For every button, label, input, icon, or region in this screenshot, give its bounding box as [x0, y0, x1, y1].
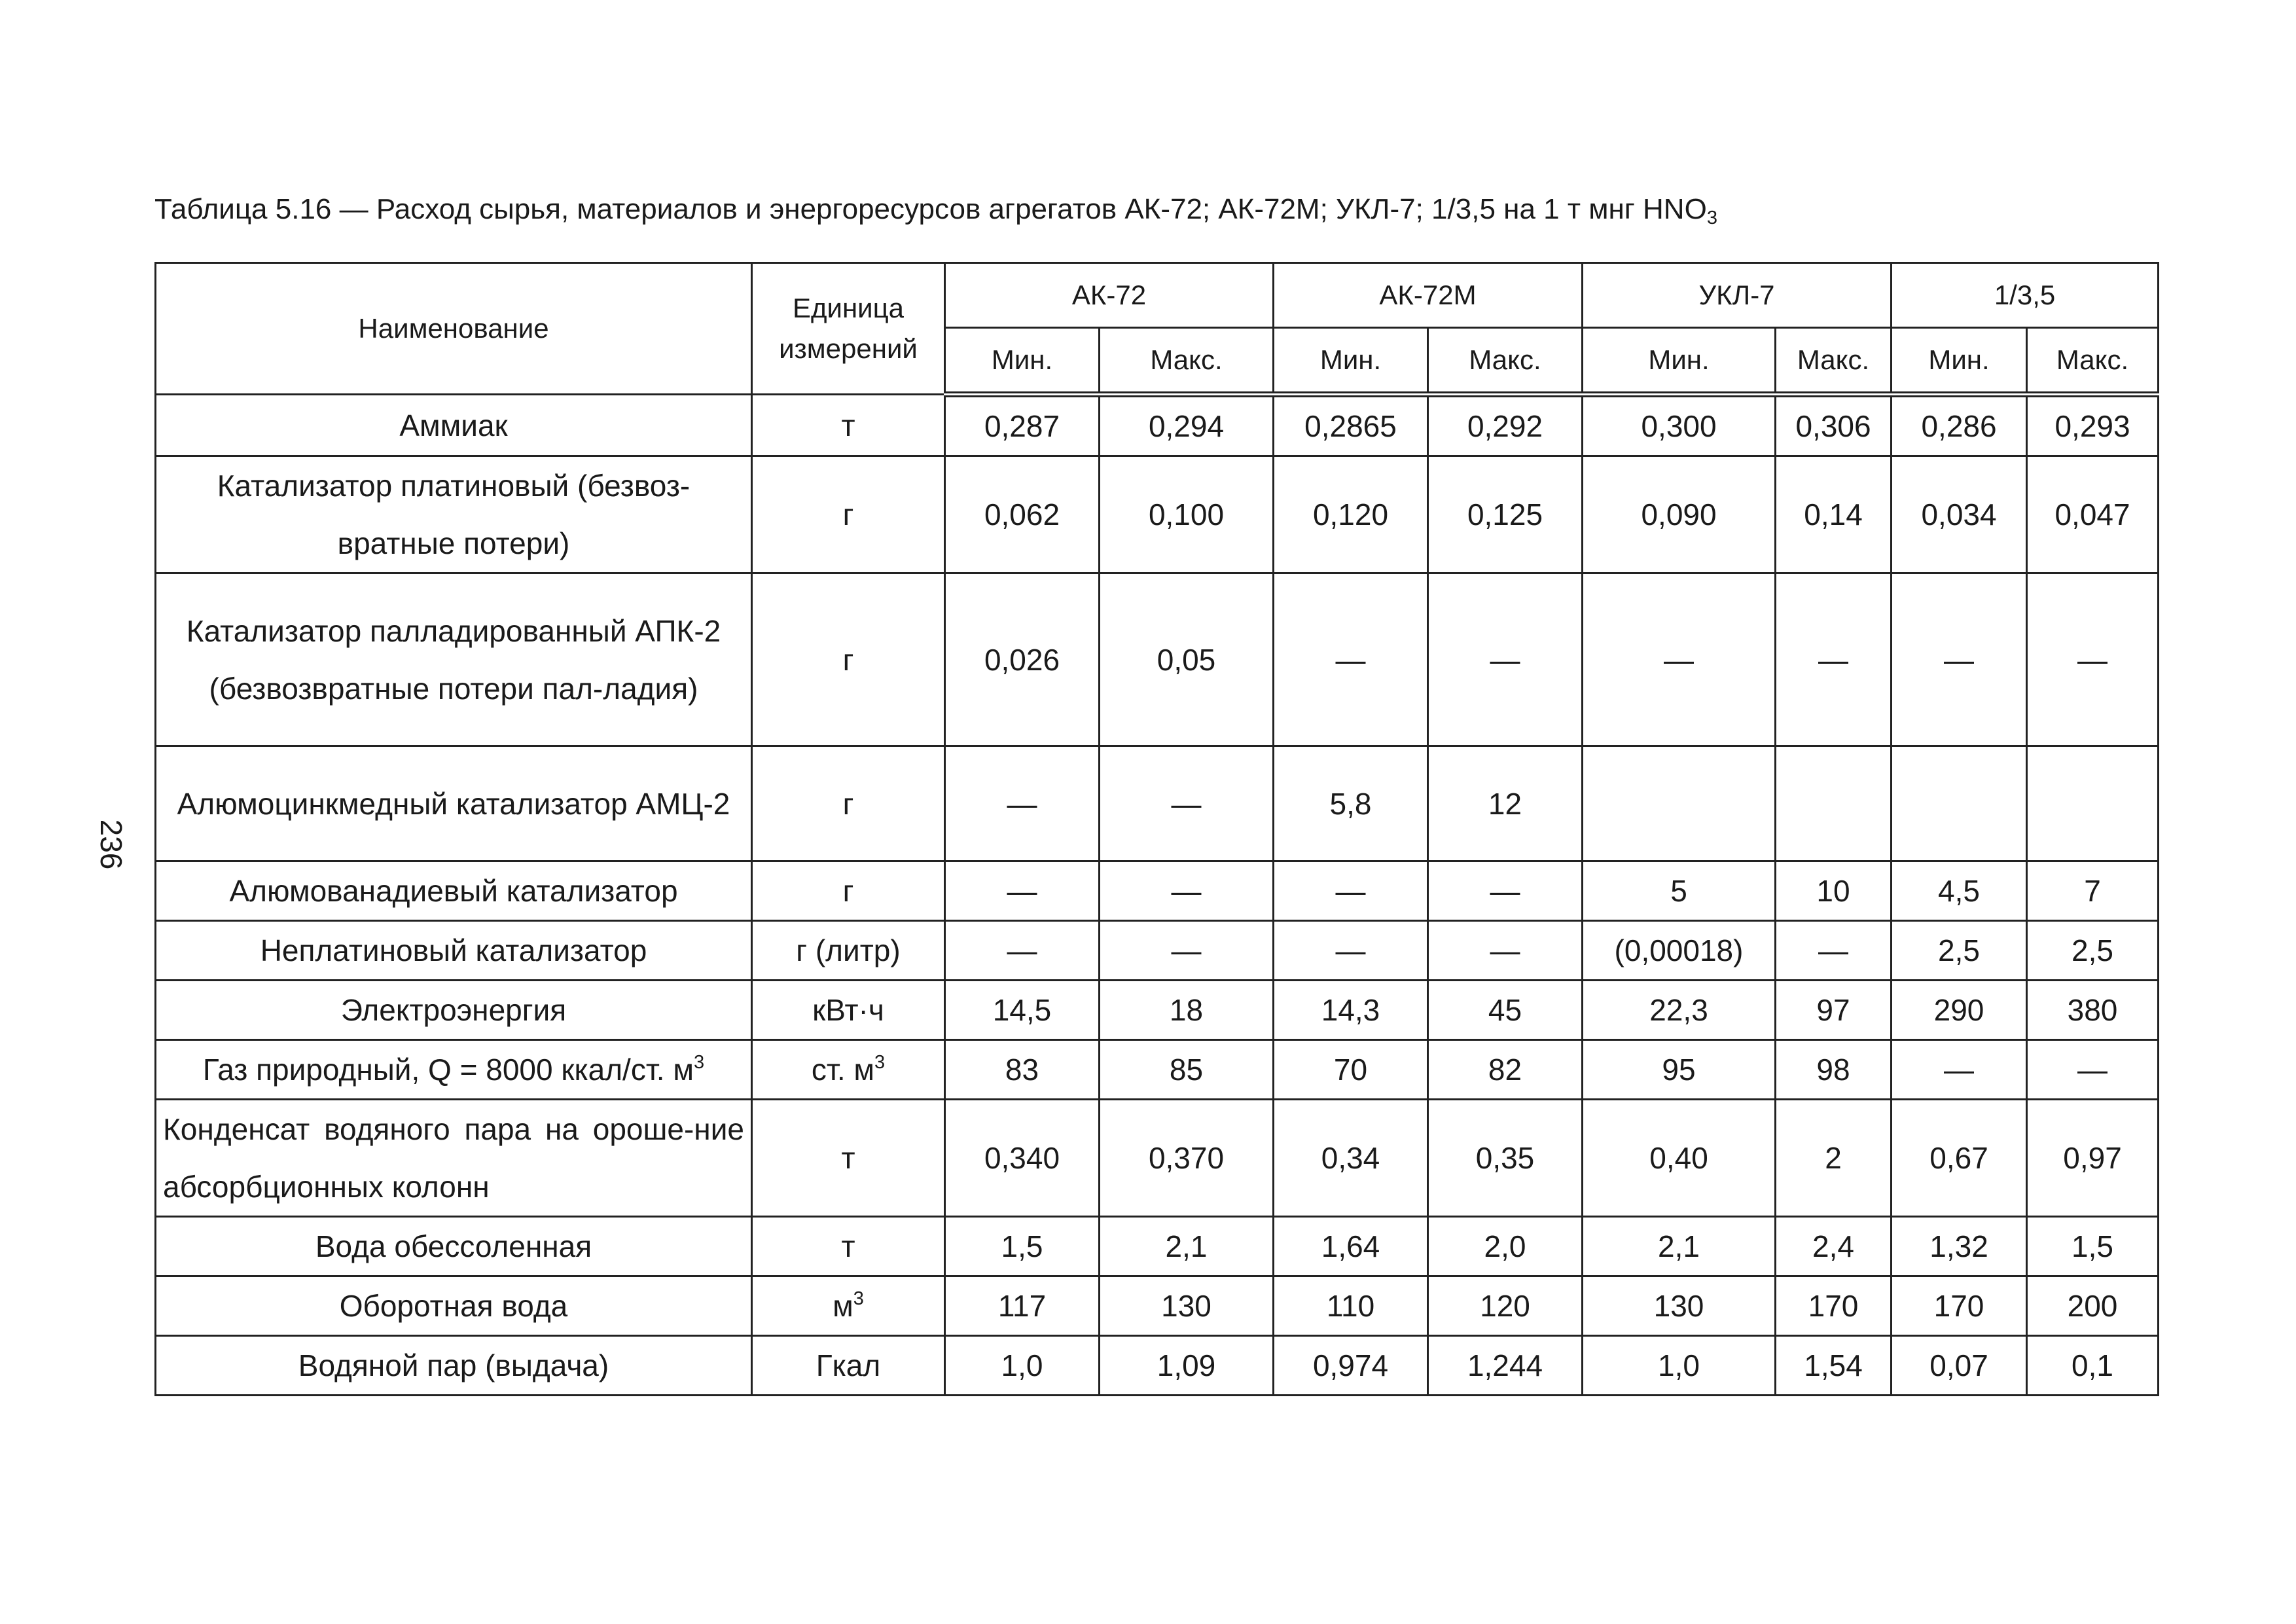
- cell-value: —: [1892, 1040, 2027, 1100]
- row-name-superscript: 3: [693, 1052, 705, 1073]
- cell-value: 97: [1776, 981, 1892, 1040]
- cell-value: —: [2027, 1040, 2159, 1100]
- cell-value: 110: [1274, 1276, 1428, 1336]
- cell-value: —: [1776, 573, 1892, 746]
- cell-value: 5: [1583, 861, 1776, 921]
- header-min: Мин.: [1583, 328, 1776, 395]
- cell-value: 0,1: [2027, 1336, 2159, 1396]
- header-group-ak72: АК-72: [945, 263, 1274, 328]
- cell-value: —: [1428, 921, 1583, 981]
- header-group-ak72m: АК-72М: [1274, 263, 1583, 328]
- row-unit: т: [752, 1217, 945, 1276]
- cell-value: 5,8: [1274, 746, 1428, 861]
- cell-value: —: [1100, 861, 1274, 921]
- cell-value: —: [2027, 573, 2159, 746]
- cell-value: 0,370: [1100, 1100, 1274, 1217]
- cell-value: 1,32: [1892, 1217, 2027, 1276]
- table-row: [156, 1100, 2159, 1217]
- cell-value: —: [1776, 921, 1892, 981]
- cell-value: 130: [1583, 1276, 1776, 1336]
- row-name: Электроэнергия: [156, 981, 752, 1040]
- cell-value: 1,0: [1583, 1336, 1776, 1396]
- header-max: Макс.: [2027, 328, 2159, 395]
- row-name-cell: [156, 1040, 752, 1100]
- row-name: Катализатор платиновый (безвоз-вратные потери): [156, 456, 752, 573]
- cell-value: 200: [2027, 1276, 2159, 1336]
- cell-value: 1,64: [1274, 1217, 1428, 1276]
- cell-value: —: [945, 921, 1100, 981]
- cell-value: 0,287: [945, 395, 1100, 456]
- header-group-1-3-5: 1/3,5: [1892, 263, 2159, 328]
- header-max: Макс.: [1100, 328, 1274, 395]
- cell-value: [1892, 746, 2027, 861]
- cell-value: 117: [945, 1276, 1100, 1336]
- cell-value: 45: [1428, 981, 1583, 1040]
- table-row: [156, 573, 2159, 746]
- cell-value: —: [1100, 921, 1274, 981]
- row-unit-superscript: 3: [853, 1288, 864, 1309]
- row-unit-cell: [752, 1276, 945, 1336]
- table-caption: [154, 193, 1717, 226]
- header-min: Мин.: [945, 328, 1100, 395]
- row-name: Алюмоцинкмедный катализатор АМЦ-2: [156, 746, 752, 861]
- cell-value: 120: [1428, 1276, 1583, 1336]
- row-name: Катализатор палладированный АПК-2 (безвозвратные потери пал-ладия): [156, 573, 752, 746]
- row-name: Оборотная вода: [156, 1276, 752, 1336]
- row-name: Алюмованадиевый катализатор: [156, 861, 752, 921]
- row-unit: м: [833, 1289, 853, 1323]
- cell-value: [1583, 746, 1776, 861]
- cell-value: 170: [1892, 1276, 2027, 1336]
- header-min: Мин.: [1274, 328, 1428, 395]
- cell-value: [1776, 746, 1892, 861]
- row-unit: г: [752, 456, 945, 573]
- cell-value: 14,3: [1274, 981, 1428, 1040]
- cell-value: 2,0: [1428, 1217, 1583, 1276]
- cell-value: 83: [945, 1040, 1100, 1100]
- cell-value: [2027, 746, 2159, 861]
- cell-value: 0,35: [1428, 1100, 1583, 1217]
- table-row: [156, 861, 2159, 921]
- cell-value: —: [1100, 746, 1274, 861]
- table-row: [156, 1336, 2159, 1396]
- row-unit: г: [752, 861, 945, 921]
- page-number: 236: [94, 819, 128, 870]
- cell-value: 0,125: [1428, 456, 1583, 573]
- cell-value: 0,340: [945, 1100, 1100, 1217]
- row-unit: Гкал: [752, 1336, 945, 1396]
- cell-value: 290: [1892, 981, 2027, 1040]
- row-unit: г (литр): [752, 921, 945, 981]
- cell-value: —: [945, 861, 1100, 921]
- row-unit: г: [752, 746, 945, 861]
- table-row: [156, 395, 2159, 456]
- cell-value: 85: [1100, 1040, 1274, 1100]
- cell-value: 10: [1776, 861, 1892, 921]
- table-row: [156, 1276, 2159, 1336]
- cell-value: 130: [1100, 1276, 1274, 1336]
- cell-value: 2,1: [1583, 1217, 1776, 1276]
- cell-value: 0,100: [1100, 456, 1274, 573]
- cell-value: 1,09: [1100, 1336, 1274, 1396]
- cell-value: 0,306: [1776, 395, 1892, 456]
- cell-value: 82: [1428, 1040, 1583, 1100]
- cell-value: 1,54: [1776, 1336, 1892, 1396]
- table-row: [156, 921, 2159, 981]
- cell-value: —: [1274, 573, 1428, 746]
- cell-value: 0,293: [2027, 395, 2159, 456]
- cell-value: 1,5: [945, 1217, 1100, 1276]
- header-min: Мин.: [1892, 328, 2027, 395]
- table-row: [156, 456, 2159, 573]
- row-unit: ст. м: [811, 1053, 874, 1087]
- cell-value: 7: [2027, 861, 2159, 921]
- cell-value: 0,120: [1274, 456, 1428, 573]
- row-unit: т: [752, 395, 945, 456]
- cell-value: —: [1274, 861, 1428, 921]
- cell-value: 0,294: [1100, 395, 1274, 456]
- cell-value: 0,300: [1583, 395, 1776, 456]
- cell-value: —: [945, 746, 1100, 861]
- cell-value: 70: [1274, 1040, 1428, 1100]
- row-unit: т: [752, 1100, 945, 1217]
- cell-value: 0,974: [1274, 1336, 1428, 1396]
- header-max: Макс.: [1776, 328, 1892, 395]
- cell-value: 0,034: [1892, 456, 2027, 573]
- cell-value: 1,0: [945, 1336, 1100, 1396]
- cell-value: 0,090: [1583, 456, 1776, 573]
- cell-value: 18: [1100, 981, 1274, 1040]
- cell-value: —: [1428, 573, 1583, 746]
- cell-value: 2,5: [1892, 921, 2027, 981]
- row-unit: г: [752, 573, 945, 746]
- cell-value: 2,4: [1776, 1217, 1892, 1276]
- cell-value: 0,40: [1583, 1100, 1776, 1217]
- table-row: [156, 746, 2159, 861]
- cell-value: 4,5: [1892, 861, 2027, 921]
- row-name: Аммиак: [156, 395, 752, 456]
- cell-value: 2: [1776, 1100, 1892, 1217]
- cell-value: (0,00018): [1583, 921, 1776, 981]
- cell-value: 2,5: [2027, 921, 2159, 981]
- cell-value: 0,292: [1428, 395, 1583, 456]
- table-row: [156, 981, 2159, 1040]
- cell-value: 0,047: [2027, 456, 2159, 573]
- table-row: [156, 1040, 2159, 1100]
- cell-value: 0,67: [1892, 1100, 2027, 1217]
- consumption-table: [154, 262, 2159, 1396]
- cell-value: 2,1: [1100, 1217, 1274, 1276]
- cell-value: 98: [1776, 1040, 1892, 1100]
- cell-value: 0,026: [945, 573, 1100, 746]
- row-name: Вода обессоленная: [156, 1217, 752, 1276]
- cell-value: 22,3: [1583, 981, 1776, 1040]
- cell-value: 1,244: [1428, 1336, 1583, 1396]
- row-name: Газ природный, Q = 8000 ккал/ст. м: [202, 1053, 694, 1087]
- cell-value: 0,97: [2027, 1100, 2159, 1217]
- header-max: Макс.: [1428, 328, 1583, 395]
- cell-value: 0,2865: [1274, 395, 1428, 456]
- cell-value: —: [1583, 573, 1776, 746]
- cell-value: 0,062: [945, 456, 1100, 573]
- cell-value: 1,5: [2027, 1217, 2159, 1276]
- cell-value: 12: [1428, 746, 1583, 861]
- cell-value: 0,34: [1274, 1100, 1428, 1217]
- cell-value: —: [1274, 921, 1428, 981]
- header-group-ukl7: УКЛ-7: [1583, 263, 1892, 328]
- cell-value: 0,07: [1892, 1336, 2027, 1396]
- header-unit: Единица измерений: [752, 263, 945, 395]
- cell-value: 0,05: [1100, 573, 1274, 746]
- cell-value: 380: [2027, 981, 2159, 1040]
- caption-text: Таблица 5.16 — Расход сырья, материалов и энергоресурсов агрегатов АК-72; АК-72М; УКЛ-7; 1/3,5 на 1 т мнг HNO: [154, 193, 1707, 225]
- row-unit-cell: [752, 1040, 945, 1100]
- row-unit-superscript: 3: [874, 1052, 886, 1073]
- cell-value: —: [1892, 573, 2027, 746]
- table-row: [156, 1217, 2159, 1276]
- row-name: Водяной пар (выдача): [156, 1336, 752, 1396]
- cell-value: 14,5: [945, 981, 1100, 1040]
- row-name: Конденсат водяного пара на ороше-ние абсорбционных колонн: [156, 1100, 752, 1217]
- cell-value: 170: [1776, 1276, 1892, 1336]
- caption-subscript: 3: [1706, 208, 1717, 228]
- row-name: Неплатиновый катализатор: [156, 921, 752, 981]
- cell-value: 0,286: [1892, 395, 2027, 456]
- cell-value: —: [1428, 861, 1583, 921]
- cell-value: 0,14: [1776, 456, 1892, 573]
- cell-value: 95: [1583, 1040, 1776, 1100]
- header-name: Наименование: [156, 263, 752, 395]
- row-unit: кВт·ч: [752, 981, 945, 1040]
